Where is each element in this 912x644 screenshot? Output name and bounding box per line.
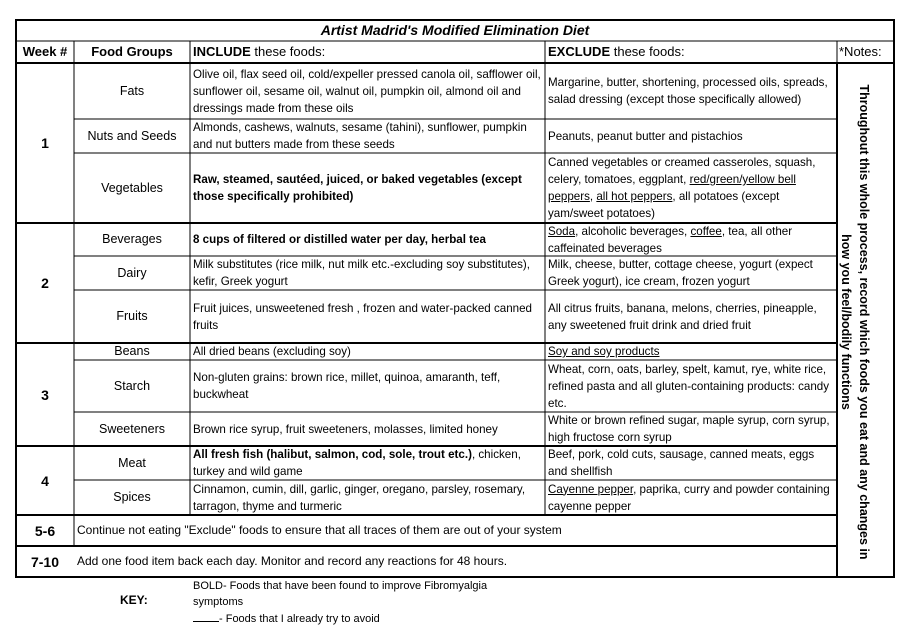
include-text — [193, 446, 542, 480]
page-title: Artist Madrid's Modified Elimination Diet — [320, 22, 590, 38]
text-run: , all potatoes (except yam/sweet potatoes) — [548, 190, 780, 220]
include-cell — [190, 412, 545, 446]
text-run: Margarine, butter, shortening, processed oils, spreads, salad dressing (except those specifically allowed) — [548, 76, 828, 106]
week-number: 7-10 — [30, 553, 60, 570]
key-underline-row — [193, 611, 503, 627]
food-group-label: Sweeteners — [98, 421, 165, 436]
include-text — [193, 231, 486, 248]
week-5-6-instructions: Continue not eating "Exclude" foods to ensure that all traces of them are out of your system — [77, 523, 562, 537]
text-run: all hot peppers — [596, 190, 673, 203]
include-text — [193, 369, 542, 403]
header-exclude-keyword: EXCLUDE — [548, 44, 611, 59]
text-run: Canned vegetables or creamed casseroles, squash, celery, tomatoes, eggplant, — [548, 156, 816, 186]
text-run: , chicken, turkey and wild game — [193, 448, 521, 478]
exclude-cell — [545, 412, 837, 446]
week-number: 1 — [41, 135, 49, 151]
text-run: Milk substitutes (rice milk, nut milk etc.-excluding soy substitutes), kefir, Greek yogurt — [193, 258, 530, 288]
food-group-label: Spices — [113, 490, 151, 504]
text-run: All dried beans (excluding soy) — [193, 345, 351, 358]
include-cell — [190, 343, 545, 360]
food-group-label: Beans — [114, 344, 150, 358]
include-text — [193, 171, 542, 205]
exclude-cell — [545, 256, 837, 290]
week-number: 4 — [41, 472, 49, 489]
text-run: Raw, steamed, sautéed, juiced, or baked vegetables (except those specifically prohibited) — [193, 173, 522, 203]
include-cell — [190, 360, 545, 412]
include-cell — [190, 153, 545, 223]
text-run: Peanuts, peanut butter and pistachios — [548, 129, 743, 143]
exclude-text — [548, 223, 834, 257]
text-run: All fresh fish (halibut, salmon, cod, sole, trout etc.) — [193, 448, 472, 461]
header-include-rest: these foods: — [250, 44, 326, 59]
text-run: Soda — [548, 224, 576, 238]
header-week: Week # — [22, 44, 68, 59]
include-cell — [190, 290, 545, 343]
food-group-label: Starch — [113, 378, 151, 393]
key-label: KEY: — [120, 593, 148, 607]
include-text — [193, 481, 542, 515]
text-run: Cayenne pepper — [548, 482, 634, 496]
include-text — [193, 119, 542, 153]
include-cell — [190, 63, 545, 119]
text-run: Soy and soy products — [548, 345, 660, 358]
exclude-text — [548, 74, 834, 108]
exclude-cell — [545, 343, 837, 360]
exclude-text — [548, 343, 660, 360]
exclude-text — [548, 361, 834, 412]
key-bold-description: BOLD- Foods that have been found to improve Fibromyalgia symptoms — [193, 580, 488, 608]
include-cell — [190, 446, 545, 480]
exclude-text — [548, 481, 834, 515]
header-exclude-rest: these foods: — [610, 44, 685, 59]
exclude-cell — [545, 480, 837, 515]
food-group-label: Vegetables — [101, 180, 163, 195]
text-run: , alcoholic beverages, — [575, 224, 691, 238]
food-group-label: Meat — [118, 455, 146, 470]
food-group-label: Fruits — [116, 309, 148, 323]
week-7-10-instructions: Add one food item back each day. Monitor and record any reactions for 48 hours. — [77, 554, 508, 568]
text-run: Almonds, cashews, walnuts, sesame (tahini), sunflower, pumpkin and nut butters made from these seeds — [193, 121, 527, 151]
text-run: 8 cups of filtered or distilled water per day, herbal tea — [193, 233, 486, 246]
include-cell — [190, 256, 545, 290]
include-text — [193, 300, 542, 334]
text-run: Fruit juices, unsweetened fresh , frozen and water-packed canned fruits — [193, 301, 532, 332]
food-group-label: Beverages — [102, 232, 162, 246]
include-cell — [190, 223, 545, 256]
text-run: coffee — [690, 224, 722, 238]
include-text — [193, 66, 542, 117]
week-number: 2 — [41, 275, 49, 291]
exclude-cell — [545, 446, 837, 480]
text-run: Cinnamon, cumin, dill, garlic, ginger, oregano, parsley, rosemary, tarragon, thyme and turmeric — [193, 482, 526, 513]
exclude-text — [548, 446, 834, 480]
include-cell — [190, 480, 545, 515]
text-run: All citrus fruits, banana, melons, cherries, pineapple, any sweetened fruit drink and dried fruit — [548, 301, 817, 332]
include-text — [193, 421, 498, 438]
header-notes: *Notes: — [839, 44, 882, 59]
header-exclude — [548, 41, 836, 62]
header-food-groups: Food Groups — [91, 44, 173, 59]
header-include — [193, 41, 543, 62]
exclude-text — [548, 300, 834, 334]
exclude-cell — [545, 153, 837, 223]
exclude-text — [548, 154, 834, 222]
include-text — [193, 256, 542, 290]
exclude-text — [548, 256, 834, 290]
key-underline-description: - Foods that I already try to avoid — [219, 613, 380, 625]
exclude-text — [548, 412, 834, 446]
exclude-cell — [545, 290, 837, 343]
week-number: 5-6 — [34, 522, 56, 539]
text-run: red/green/yellow bell peppers — [548, 173, 796, 203]
underline-sample — [193, 613, 219, 622]
text-run: Milk, cheese, butter, cottage cheese, yogurt (expect Greek yogurt), ice cream, frozen yogurt — [548, 258, 813, 288]
text-run: Brown rice syrup, fruit sweeteners, molasses, limited honey — [193, 422, 498, 436]
text-run: Non-gluten grains: brown rice, millet, quinoa, amaranth, teff, buckwheat — [193, 371, 501, 401]
text-run: Olive oil, flax seed oil, cold/expeller pressed canola oil, safflower oil, sunflower oil, sesame oil, walnut oil, pumpkin oil, almond oil and dressings made from these oils — [193, 67, 541, 115]
exclude-text — [548, 128, 743, 145]
exclude-cell — [545, 223, 837, 256]
text-run: Beef, pork, cold cuts, sausage, canned meats, eggs and shellfish — [548, 448, 815, 478]
text-run: , — [589, 190, 597, 203]
food-group-label: Fats — [119, 83, 145, 98]
include-cell — [190, 119, 545, 153]
exclude-cell — [545, 360, 837, 412]
notes-side-text: Throughout this whole process, record which foods you eat and any changes in how you feel/bodily functions — [839, 84, 871, 560]
week-number: 3 — [41, 386, 49, 403]
food-group-label: Dairy — [117, 265, 147, 280]
header-include-keyword: INCLUDE — [193, 44, 251, 59]
include-text — [193, 343, 351, 360]
exclude-cell — [545, 63, 837, 119]
food-group-label: Nuts and Seeds — [87, 128, 177, 143]
text-run: Wheat, corn, oats, barley, spelt, kamut, rye, white rice, refined pasta and all gluten-containing products: candy etc. — [548, 362, 830, 410]
text-run: , paprika, curry and powder containing cayenne pepper — [548, 482, 830, 513]
text-run: , tea, all other caffeinated beverages — [548, 224, 793, 255]
exclude-cell — [545, 119, 837, 153]
text-run: White or brown refined sugar, maple syrup, corn syrup, high fructose corn syrup — [548, 414, 830, 444]
